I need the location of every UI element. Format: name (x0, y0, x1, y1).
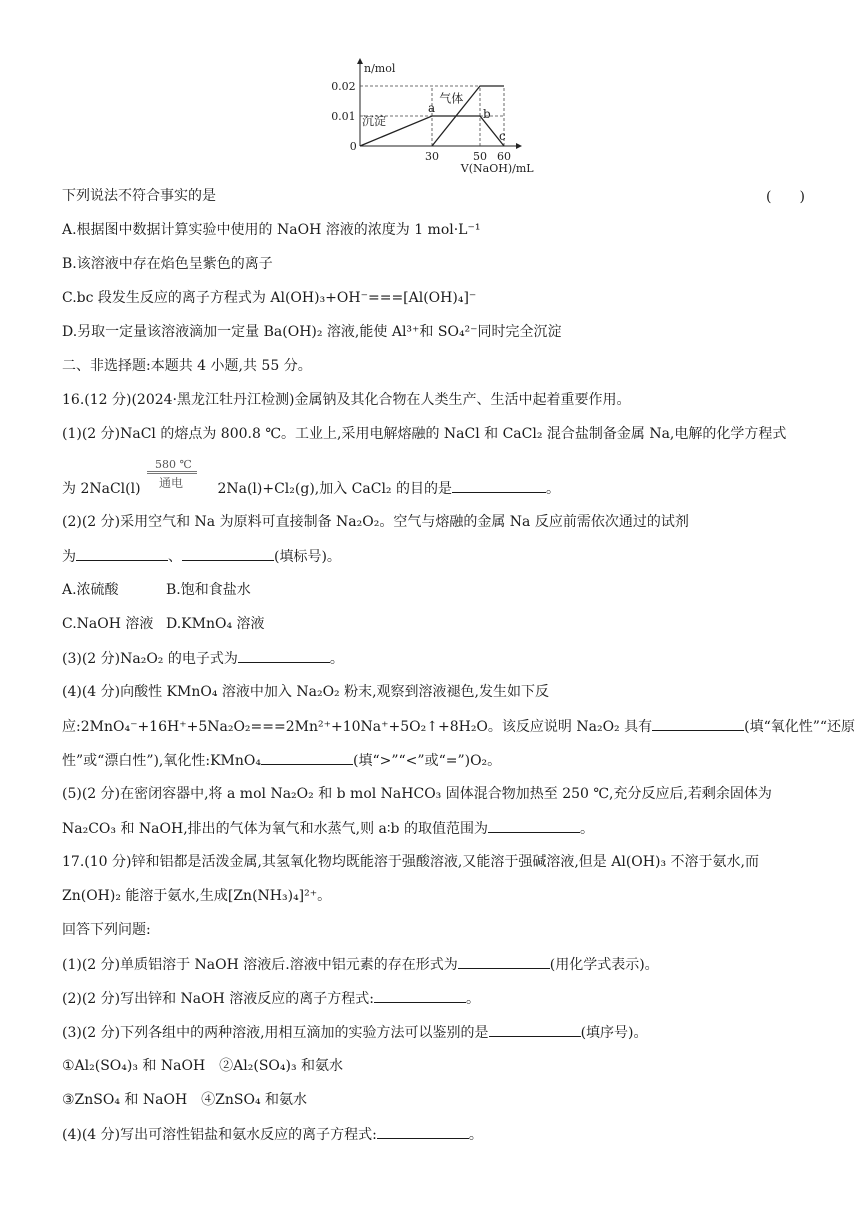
q17-part2-end: 。 (466, 991, 481, 1007)
q16-part2-line1: (2)(2 分)采用空气和 Na 为原料可直接制备 Na₂O₂。空气与熔融的金属 Na 反应前需依次通过的试剂 (62, 514, 689, 530)
q17-part3-blank[interactable] (489, 1022, 581, 1037)
point-label-b: b (483, 107, 491, 121)
q15-option-a: A.根据图中数据计算实验中使用的 NaOH 溶液的浓度为 1 mol·L⁻¹ (62, 222, 481, 238)
q17-part3-text: (3)(2 分)下列各组中的两种溶液,用相互滴加的实验方法可以鉴别的是 (62, 1025, 489, 1041)
q16-part1-eq-left: 为 2NaCl(l) (62, 481, 141, 497)
condition-temperature: 580 ℃ (155, 458, 192, 471)
q15-stem: 下列说法不符合事实的是 (62, 188, 216, 204)
q16-part4-equation: 应:2MnO₄⁻+16H⁺+5Na₂O₂===2Mn²⁺+10Na⁺+5O₂↑+8H₂O。该反应说明 Na₂O₂ 具有 (62, 719, 653, 735)
q16-part5-blank[interactable] (488, 818, 580, 833)
q17-options-12: ①Al₂(SO₄)₃ 和 NaOH ②Al₂(SO₄)₃ 和氨水 (62, 1058, 344, 1074)
q15-option-c: C.bc 段发生反应的离子方程式为 Al(OH)₃+OH⁻===[Al(OH)₄]⁻ (62, 290, 477, 306)
q16-part4-blank-1[interactable] (652, 716, 744, 731)
q16-part3 (62, 648, 344, 669)
q16-part2-options-cd (62, 614, 265, 634)
q17-part1-text: (1)(2 分)单质铝溶于 NaOH 溶液后.溶液中铝元素的存在形式为 (62, 957, 458, 973)
q16-part1-line1: (1)(2 分)NaCl 的熔点为 800.8 ℃。工业上,采用电解熔融的 NaCl 和 CaCl₂ 混合盐制备金属 Na,电解的化学方程式 (62, 426, 787, 442)
q16-part4-compare-text: 性”或“漂白性”),氧化性:KMnO₄ (62, 753, 262, 769)
q17-part1 (62, 954, 659, 975)
electrolysis-condition (145, 458, 213, 499)
q16-part2-line2 (62, 546, 341, 567)
x-axis-arrow (516, 143, 522, 149)
q17-intro-line1: 17.(10 分)锌和铝都是活泼金属,其氢氧化物均既能溶于强酸溶液,又能溶于强碱溶液,但是 Al(OH)₃ 不溶于氨水,而 (62, 854, 759, 870)
chart-marks (360, 86, 506, 146)
q17-part1-blank[interactable] (458, 954, 550, 969)
q16-part1-line2 (62, 458, 560, 499)
q16-part5-text: Na₂CO₃ 和 NaOH,排出的气体为氧气和水蒸气,则 a∶b 的取值范围为 (62, 821, 488, 837)
y-axis-label: n/mol (364, 62, 396, 75)
q16-part4-hint: (填“氧化性”“还原 (744, 719, 856, 735)
y-tick-label: 0 (349, 140, 357, 153)
x-tick-label: 60 (497, 150, 511, 163)
condition-electrolysis: 通电 (159, 476, 184, 490)
q16-part3-blank[interactable] (238, 648, 330, 663)
q16-part5-line1: (5)(2 分)在密闭容器中,将 a mol Na₂O₂ 和 b mol NaHCO₃ 固体混合物加热至 250 ℃,充分反应后,若剩余固体为 (62, 786, 772, 802)
q17-part4-blank[interactable] (377, 1124, 469, 1139)
q17-part2 (62, 988, 480, 1009)
gas-label: 气体 (439, 91, 464, 106)
q16-part4-compare-hint: (填“>”“<”或“=”)O₂。 (353, 753, 502, 769)
precipitate-label: 沉淀 (362, 114, 387, 128)
q16-part4-line3 (62, 750, 501, 771)
q16-part4-line1: (4)(4 分)向酸性 KMnO₄ 溶液中加入 Na₂O₂ 粉末,观察到溶液褪色,发生如下反 (62, 684, 550, 700)
q16-part2-suffix: (填标号)。 (274, 549, 341, 565)
q16-part3-end: 。 (329, 651, 344, 667)
point-label-a: a (428, 101, 436, 115)
q16-part1-answer-blank[interactable] (452, 478, 546, 493)
q16-part5-line2 (62, 818, 594, 839)
section-2-heading: 二、非选择题:本题共 4 小题,共 55 分。 (62, 358, 312, 374)
q16-part2-option-c: C.NaOH 溶液 (62, 616, 154, 632)
q16-part1-eq-right: 2Na(l)+Cl₂(g),加入 CaCl₂ 的目的是 (217, 481, 452, 497)
q16-part2-sep: 、 (168, 549, 182, 565)
y-tick-label: 0.02 (331, 80, 356, 93)
q16-part2-option-a: A.浓硫酸 (62, 582, 119, 598)
q16-part2-option-b: B.饱和食盐水 (166, 582, 251, 598)
y-tick-label: 0.01 (331, 110, 356, 123)
q17-part4 (62, 1124, 483, 1145)
q16-intro: 16.(12 分)(2024·黑龙江牡丹江检测)金属钠及其化合物在人类生产、生活中起着重要作用。 (62, 392, 631, 408)
q16-part5-end: 。 (579, 821, 594, 837)
q16-part1-end: 。 (546, 481, 560, 497)
q17-part3 (62, 1022, 648, 1043)
q15-option-d: D.另取一定量该溶液滴加一定量 Ba(OH)₂ 溶液,能使 Al³⁺和 SO₄²⁻同时完全沉淀 (62, 324, 562, 340)
q17-options-34: ③ZnSO₄ 和 NaOH ④ZnSO₄ 和氨水 (62, 1092, 308, 1108)
q16-part2-blank-2[interactable] (182, 546, 274, 561)
precipitate-gas-chart (318, 58, 548, 176)
q16-part2-blank-1[interactable] (76, 546, 168, 561)
q16-part2-options-ab (62, 580, 251, 600)
q17-part2-text: (2)(2 分)写出锌和 NaOH 溶液反应的离子方程式: (62, 991, 375, 1007)
q17-part4-end: 。 (468, 1127, 483, 1143)
q16-part4-line2 (62, 716, 855, 737)
q15-option-b: B.该溶液中存在焰色呈紫色的离子 (62, 256, 273, 272)
q16-part2-option-d: D.KMnO₄ 溶液 (166, 616, 265, 632)
q17-part1-hint: (用化学式表示)。 (549, 957, 659, 973)
q17-ask: 回答下列问题: (62, 922, 151, 938)
q17-intro-line2: Zn(OH)₂ 能溶于氨水,生成[Zn(NH₃)₄]²⁺。 (62, 888, 332, 904)
q16-part2-prefix: 为 (62, 549, 76, 565)
x-axis-label: V(NaOH)/mL (460, 162, 534, 175)
q17-part4-text: (4)(4 分)写出可溶性铝盐和氨水反应的离子方程式: (62, 1127, 377, 1143)
q17-part3-hint: (填序号)。 (580, 1025, 648, 1041)
q15-answer-paren: ( ) (766, 189, 805, 205)
q16-part4-blank-2[interactable] (261, 750, 353, 765)
x-tick-label: 50 (473, 150, 487, 163)
q16-part3-text: (3)(2 分)Na₂O₂ 的电子式为 (62, 651, 238, 667)
y-axis-arrow (357, 58, 363, 64)
point-label-c: c (499, 129, 506, 143)
x-tick-label: 30 (425, 150, 439, 163)
q17-part2-blank[interactable] (374, 988, 466, 1003)
